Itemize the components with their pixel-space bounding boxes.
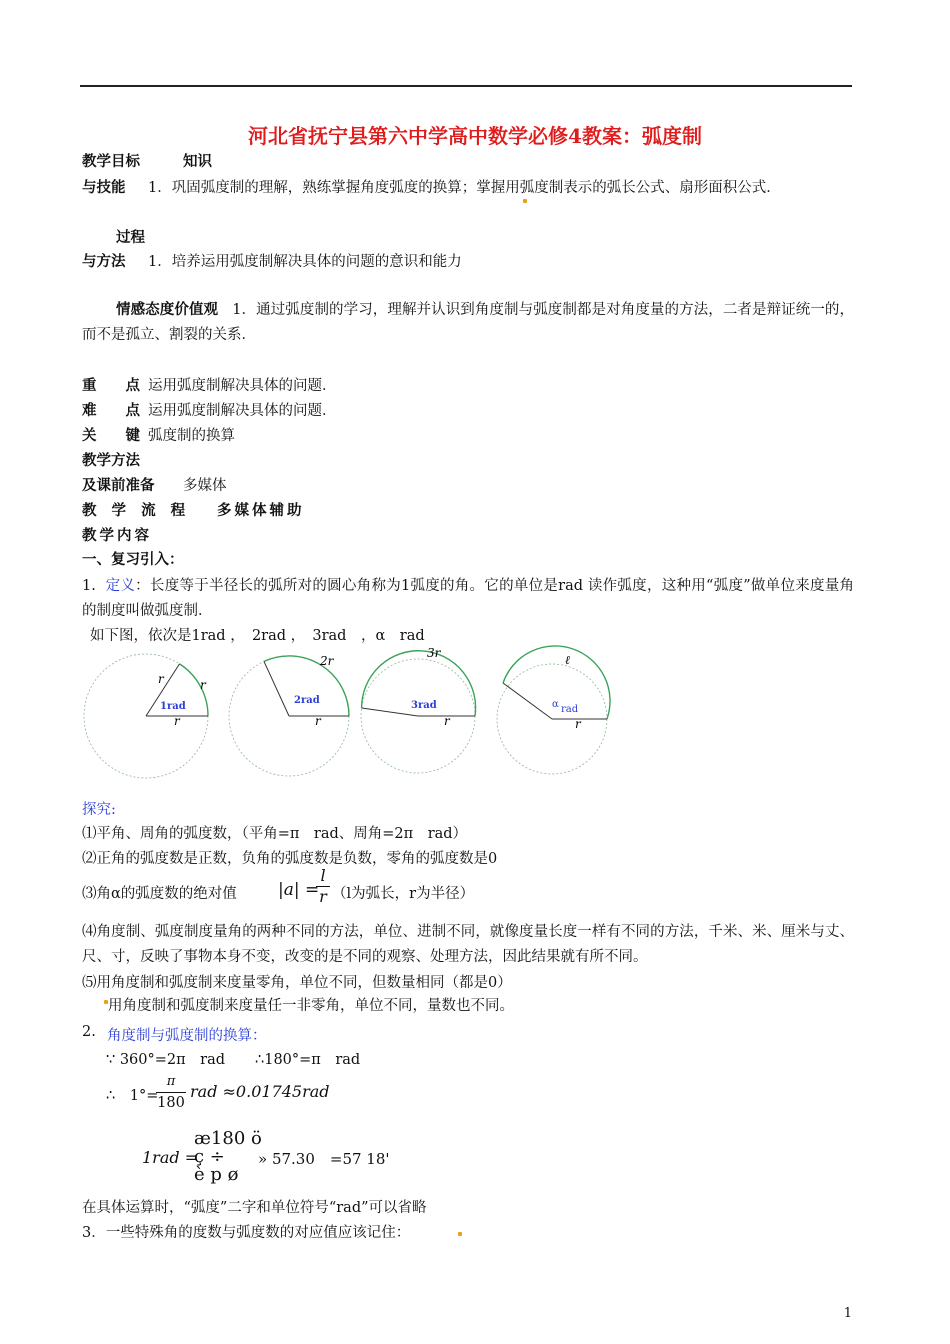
- garbled-mid: ç ÷: [194, 1146, 225, 1167]
- prep-label: 及课前准备: [82, 477, 155, 494]
- method-text: 1．培养运用弧度制解决具体的问题的意识和能力: [148, 254, 462, 270]
- angle-label: 1rad: [160, 701, 186, 712]
- garbled-bot: è p ø: [194, 1164, 239, 1185]
- flow-text: 多媒体辅助: [217, 502, 305, 519]
- flow-label: 教 学 流 程: [82, 502, 191, 519]
- angle-label: 2rad: [294, 695, 320, 706]
- section1-heading: 一、复习引入：: [82, 551, 184, 568]
- conversion-number: 2.: [82, 1024, 96, 1040]
- explore-item-4: ⑷角度制、弧度制度量角的两种不同的方法，单位、进制不同，就像度量长度一样有不同的方法，千米、米、厘米与丈、尺、寸，反映了事物本身不变，改变的是不同的观察、处理方法，因此结果就有所不同。: [82, 924, 854, 965]
- special-angles-item: 3．一些特殊角的度数与弧度数的对应值应该记住：: [82, 1225, 411, 1241]
- emotion-label: 情感态度价值观: [116, 301, 219, 318]
- radius-line: [503, 683, 552, 719]
- conversion-line-3-rhs: » 57.30 =57 18': [258, 1150, 390, 1168]
- figure-1rad: [84, 654, 208, 778]
- skills-label: 与技能: [82, 179, 126, 196]
- angle-label: 3rad: [411, 700, 437, 711]
- omit-text: 在具体运算时，“弧度”二字和单位符号“rad”可以省略: [82, 1200, 427, 1216]
- fraction-denominator: 180: [156, 1092, 186, 1113]
- arc-label: 2r: [320, 654, 334, 668]
- key-label: 重 点: [82, 377, 140, 394]
- conversion-line-3-lhs: 1rad =: [142, 1148, 199, 1167]
- arc-label: ℓ: [565, 653, 570, 667]
- definition-label: 定义: [105, 578, 136, 594]
- figure-intro: 如下图，依次是1rad ， 2rad ， 3rad ，α rad: [90, 628, 425, 644]
- conversion-line-1b: ∴180°=π rad: [255, 1052, 361, 1068]
- garbled-top: æ180 ö: [194, 1128, 262, 1149]
- header-rule: [80, 85, 852, 87]
- skills-text: 1．巩固弧度制的理解，熟练掌握角度弧度的换算；掌握用弧度制表示的弧长公式、扇形面积公式．: [148, 180, 781, 196]
- content-label: 教学内容: [82, 527, 152, 544]
- emotion-paragraph: [82, 297, 854, 348]
- fraction-denominator: r: [316, 886, 330, 907]
- conversion-line-2-post: rad ≈0.01745rad: [190, 1082, 330, 1101]
- marker-dot: [458, 1232, 462, 1236]
- fraction-numerator: l: [320, 866, 326, 885]
- abs-alpha: |a| =: [278, 880, 320, 900]
- page-number: 1: [843, 1306, 852, 1321]
- angle-label-rad: rad: [561, 704, 579, 715]
- explore-item-1: ⑴平角、周角的弧度数，（平角=π rad、周角=2π rad）: [82, 826, 468, 842]
- explore-item-5b: 用角度制和弧度制来度量任一非零角，单位不同，量数也不同。: [108, 998, 514, 1014]
- conversion-heading: 角度制与弧度制的换算：: [107, 1028, 267, 1044]
- figure-2rad: [229, 654, 349, 776]
- definition-text: ：长度等于半径长的弧所对的圆心角称为1弧度的角。它的单位是rad 读作弧度，这种用“弧度”做单位来度量角的制度叫做弧度制．: [82, 578, 855, 619]
- definition-number: 1.: [82, 578, 96, 594]
- marker-dot: [104, 1000, 108, 1004]
- crux-label: 关 键: [82, 427, 140, 444]
- page-title: 河北省抚宁县第六中学高中数学必修4教案：弧度制: [248, 124, 702, 148]
- conversion-line-1a: ∵ 360°=2π rad: [106, 1052, 226, 1068]
- process-label: 过程: [116, 229, 145, 246]
- radius-label: r: [174, 714, 180, 728]
- fraction-numerator: π: [166, 1074, 176, 1089]
- arc-label: r: [200, 678, 206, 692]
- arc: [264, 656, 349, 716]
- key-text: 运用弧度制解决具体的问题．: [148, 378, 337, 394]
- explore-item-5a: ⑸用角度制和弧度制来度量零角，单位不同，但数量相同（都是0）: [82, 975, 512, 991]
- objectives-heading: 教学目标: [82, 153, 140, 170]
- method-label: 与方法: [82, 253, 126, 270]
- conversion-line-3-fraction: [194, 1130, 262, 1184]
- radius-label: r: [158, 672, 164, 686]
- radius-label: r: [444, 714, 450, 728]
- emotion-text: 1．通过弧度制的学习，理解并认识到角度制与弧度制都是对角度量的方法，二者是辩证统一的，而不是孤立、割裂的关系．: [82, 302, 855, 343]
- marker-dot: [523, 199, 527, 203]
- figure-3rad: [361, 646, 476, 773]
- radian-figures: [80, 645, 620, 780]
- conversion-line-2-pre: ∴ 1°=: [106, 1088, 159, 1104]
- difficult-text: 运用弧度制解决具体的问题．: [148, 403, 337, 419]
- arc-label: 3r: [427, 646, 441, 660]
- radius-line: [264, 661, 289, 716]
- explore-item-2: ⑵正角的弧度数是正数，负角的弧度数是负数，零角的弧度数是0: [82, 851, 498, 867]
- angle-label-alpha: α: [552, 699, 559, 710]
- difficult-label: 难 点: [82, 402, 140, 419]
- explore-item-3-text: ⑶角α的弧度数的绝对值: [82, 886, 237, 902]
- definition-paragraph: [82, 574, 854, 624]
- fraction-l-over-r: [316, 866, 330, 907]
- fraction-pi-over-180: [156, 1072, 186, 1113]
- figure-alpha-rad: [497, 646, 610, 774]
- explore-item-3-note: （l为弧长，r为半径）: [332, 886, 475, 902]
- radius-label: r: [575, 717, 581, 731]
- explore-heading: 探究:: [82, 802, 116, 818]
- prep-text: 多媒体: [183, 478, 227, 494]
- radius-label: r: [315, 714, 321, 728]
- radius-line: [362, 708, 418, 716]
- crux-text: 弧度制的换算: [148, 428, 235, 444]
- method-heading: 教学方法: [82, 452, 140, 469]
- knowledge-label: 知识: [183, 153, 212, 170]
